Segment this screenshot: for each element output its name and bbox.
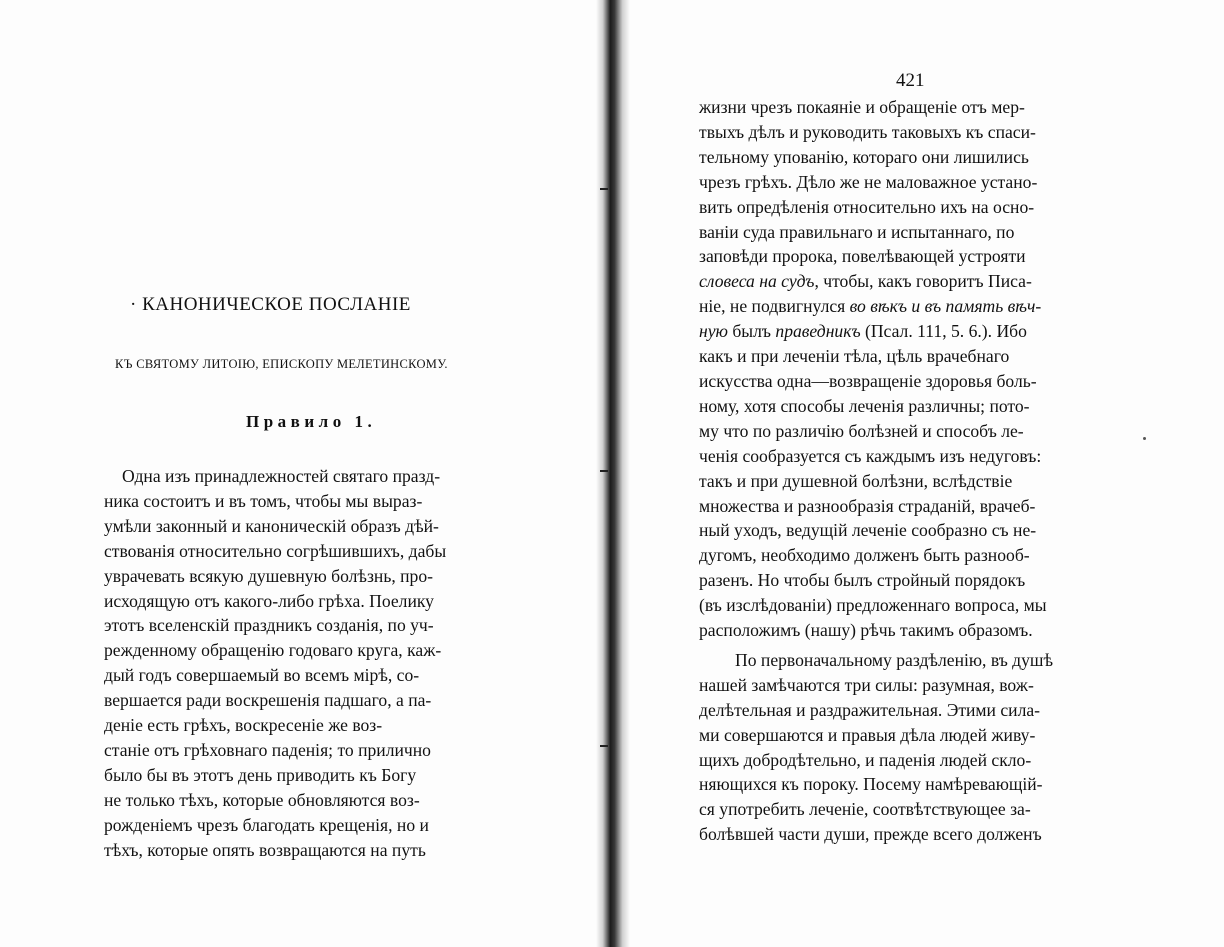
text-segment: вить опредѣленія относительно ихъ на осно- bbox=[699, 196, 1035, 217]
epistle-title: · КАНОНИЧЕСКОЕ ПОСЛАНІЕ bbox=[130, 294, 411, 315]
text-line bbox=[699, 469, 1129, 494]
text-line: ствованія относительно согрѣшившихъ, дабы bbox=[104, 540, 447, 561]
text-segment: былъ bbox=[727, 321, 776, 342]
text-line bbox=[699, 419, 1129, 444]
text-line bbox=[699, 543, 1129, 568]
text-line: исходящую отъ какого-либо грѣха. Поелику bbox=[104, 590, 434, 611]
text-segment: няющихся къ пороку. Посему намѣревающій- bbox=[699, 774, 1043, 795]
gutter-mark bbox=[600, 188, 608, 190]
italic-text-segment: словеса на судъ bbox=[699, 271, 815, 292]
text-segment: По первоначальному раздѣленію, въ душѣ bbox=[735, 649, 1054, 670]
text-segment: разенъ. Но чтобы былъ стройный порядокъ bbox=[699, 570, 1026, 591]
text-line bbox=[699, 369, 1129, 394]
text-line bbox=[699, 319, 1129, 344]
italic-text-segment: ную bbox=[699, 321, 728, 342]
text-segment: ми совершаются и правыя дѣла людей живу- bbox=[699, 724, 1036, 745]
left-page-body bbox=[104, 464, 524, 863]
text-line bbox=[699, 772, 1129, 797]
text-line: тѣхъ, которые опять возвращаются на путь bbox=[104, 839, 426, 860]
left-page bbox=[0, 0, 604, 947]
text-segment: расположимъ (нашу) рѣчь такимъ образомъ. bbox=[699, 620, 1033, 641]
italic-text-segment: во вѣкъ и въ память вѣч- bbox=[849, 296, 1042, 317]
text-line: этотъ вселенскій праздникъ созданія, по уч- bbox=[104, 615, 434, 636]
text-segment: дугомъ, необходимо долженъ быть разнооб- bbox=[699, 545, 1030, 566]
text-line bbox=[699, 618, 1129, 643]
text-line bbox=[699, 120, 1129, 145]
page-number: 421 bbox=[896, 70, 925, 91]
text-line: станіе отъ грѣховнаго паденія; то прилично bbox=[104, 739, 431, 760]
text-line bbox=[699, 698, 1129, 723]
scan-speck bbox=[1143, 437, 1146, 440]
book-gutter bbox=[596, 0, 630, 947]
text-line bbox=[699, 170, 1129, 195]
text-segment: болѣвшей части души, прежде всего долженъ bbox=[699, 824, 1042, 845]
text-segment: нашей замѣчаются три силы: разумная, вож- bbox=[699, 674, 1034, 695]
text-line bbox=[699, 593, 1129, 618]
text-line bbox=[699, 568, 1129, 593]
text-segment: делѣтельная и раздражительная. Этими сила- bbox=[699, 699, 1041, 720]
text-segment: твыхъ дѣлъ и руководить таковыхъ къ спаси- bbox=[699, 121, 1036, 142]
text-line bbox=[699, 344, 1129, 369]
text-segment: му что по различію болѣзней и способъ ле- bbox=[699, 420, 1024, 441]
text-line: уврачевать всякую душевную болѣзнь, про- bbox=[104, 565, 434, 586]
text-line: режденному обращенію годоваго круга, каж- bbox=[104, 640, 442, 661]
text-segment: жизни чрезъ покаяніе и обращеніе отъ мер- bbox=[699, 97, 1025, 117]
rule-heading: Правило 1. bbox=[246, 412, 377, 431]
text-segment: щихъ добродѣтельно, и паденія людей скло- bbox=[699, 749, 1032, 770]
text-line bbox=[699, 648, 1129, 673]
text-segment: ніе, не подвигнулся bbox=[699, 296, 850, 317]
right-page-body bbox=[699, 95, 1129, 847]
text-line bbox=[699, 95, 1129, 120]
text-line: умѣли законный и каноническій образъ дѣй- bbox=[104, 515, 439, 536]
text-segment: какъ и при леченіи тѣла, цѣль врачебнаго bbox=[699, 346, 1010, 367]
epistle-subtitle: КЪ СВЯТОМУ ЛИТОІЮ, ЕПИСКОПУ МЕЛЕТИНСКОМУ. bbox=[115, 357, 448, 371]
text-segment: , чтобы, какъ говоритъ Писа- bbox=[814, 271, 1032, 292]
text-line bbox=[699, 220, 1129, 245]
text-line: Одна изъ принадлежностей святаго празд- bbox=[122, 466, 441, 486]
text-segment: ный уходъ, ведущій леченіе сообразно съ не- bbox=[699, 520, 1037, 541]
gutter-mark bbox=[600, 470, 608, 472]
text-line bbox=[699, 673, 1129, 698]
text-line bbox=[699, 797, 1129, 822]
text-segment: искусства одна—возвращеніе здоровья боль- bbox=[699, 370, 1037, 391]
text-line bbox=[699, 195, 1129, 220]
text-segment: тельному упованію, котораго они лишились bbox=[699, 146, 1029, 167]
text-segment: заповѣди пророка, повелѣвающей устрояти bbox=[699, 246, 1026, 267]
text-line: было бы въ этотъ день приводить къ Богу bbox=[104, 764, 417, 785]
text-line bbox=[699, 269, 1129, 294]
text-segment: ваніи суда правильнаго и испытаннаго, по bbox=[699, 221, 1015, 242]
italic-text-segment: праведникъ bbox=[775, 321, 861, 342]
text-line bbox=[699, 244, 1129, 269]
text-line bbox=[699, 294, 1129, 319]
text-line bbox=[699, 145, 1129, 170]
text-line: дый годъ совершаемый во всемъ мірѣ, со- bbox=[104, 665, 420, 686]
text-segment: такъ и при душевной болѣзни, вслѣдствіе bbox=[699, 470, 1013, 491]
text-line bbox=[699, 394, 1129, 419]
text-line: ника состоитъ и въ томъ, чтобы мы выраз- bbox=[104, 490, 423, 511]
text-line bbox=[699, 518, 1129, 543]
text-line: деніе есть грѣхъ, воскресеніе же воз- bbox=[104, 715, 383, 736]
text-segment: чрезъ грѣхъ. Дѣло же не маловажное устано- bbox=[699, 171, 1038, 192]
text-line: рожденіемъ чрезъ благодать крещенія, но и bbox=[104, 814, 429, 835]
gutter-mark bbox=[600, 745, 608, 747]
text-line bbox=[699, 723, 1129, 748]
text-segment: (Псал. 111, 5. 6.). Ибо bbox=[860, 321, 1027, 342]
text-segment: (въ изслѣдованіи) предложеннаго вопроса, мы bbox=[699, 595, 1047, 616]
text-segment: ному, хотя способы леченія различны; пото- bbox=[699, 395, 1030, 416]
text-segment: множества и разнообразія страданій, врачеб- bbox=[699, 495, 1036, 516]
text-line bbox=[699, 444, 1129, 469]
text-segment: ся употребить леченіе, соотвѣтствующее за- bbox=[699, 799, 1031, 820]
text-line bbox=[699, 822, 1129, 847]
text-line bbox=[699, 494, 1129, 519]
text-segment: ченія сообразуется съ каждымъ изъ недуговъ: bbox=[699, 445, 1042, 466]
text-line bbox=[699, 748, 1129, 773]
text-line: вершается ради воскрешенія падшаго, а па- bbox=[104, 690, 432, 711]
text-line: не только тѣхъ, которые обновляются воз- bbox=[104, 789, 420, 810]
